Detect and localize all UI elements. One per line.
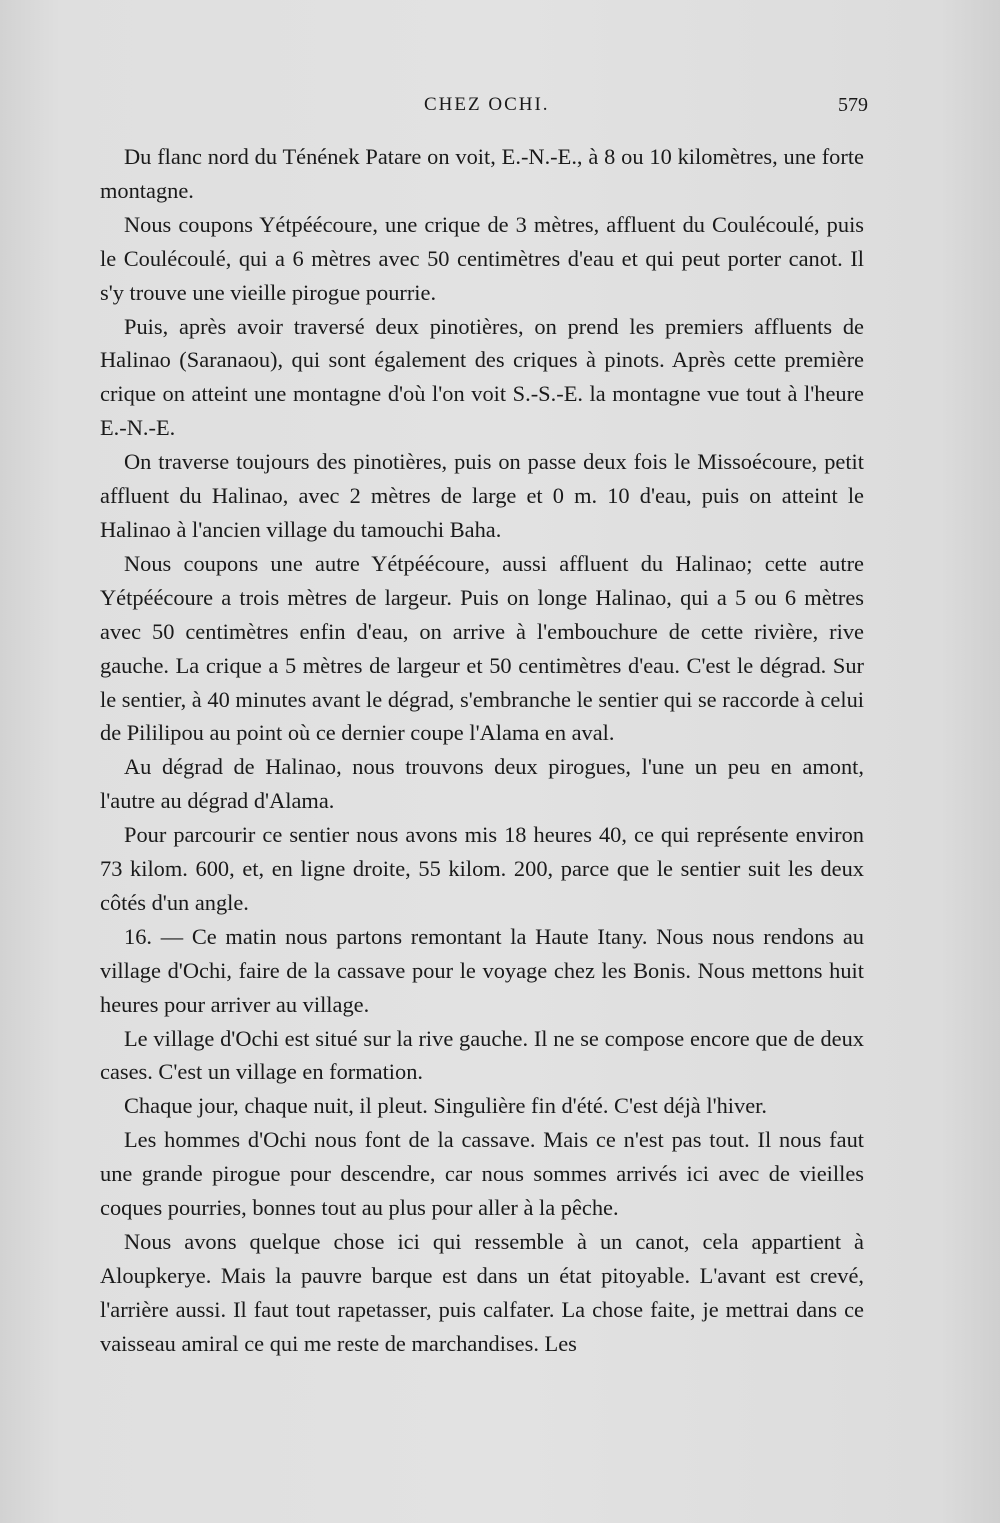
body-text — [100, 140, 864, 1361]
paragraph: On traverse toujours des pinotières, puis on passe deux fois le Missoécoure, petit affluent du Halinao, avec 2 mètres de large et 0 m. 10 d'eau, puis on atteint le Halinao à l'ancien village du tamouchi Baha. — [100, 449, 864, 542]
paragraph: Nous coupons une autre Yétpéécoure, aussi affluent du Halinao; cette autre Yétpéécoure a trois mètres de largeur. Puis on longe Halinao, qui a 5 ou 6 mètres avec 50 centimètres enfin d'eau, on arrive à l'embouchure de cette rivière, rive gauche. La crique a 5 mètres de largeur et 50 centimètres d'eau. C'est le dégrad. Sur le sentier, à 40 minutes avant le dégrad, s'embranche le sentier qui se raccorde à celui de Pililipou au point où ce dernier coupe l'Alama en aval. — [100, 550, 864, 746]
paragraph: Nous coupons Yétpéécoure, une crique de 3 mètres, affluent du Coulécoulé, puis le Coulécoulé, qui a 6 mètres avec 50 centimètres d'eau et qui peut porter canot. Il s'y trouve une vieille pirogue pourrie. — [100, 211, 864, 305]
paragraph: Pour parcourir ce sentier nous avons mis 18 heures 40, ce qui représente environ 73 kilom. 600, et, en ligne droite, 55 kilom. 200, parce que le sentier suit les deux côtés d'un angle. — [100, 822, 864, 915]
page-number: 579 — [838, 94, 868, 116]
paragraph: Les hommes d'Ochi nous font de la cassave. Mais ce n'est pas tout. Il nous faut une grande pirogue pour descendre, car nous sommes arrivés ici avec de vieilles coques pourries, bonnes tout au plus pour aller à la pêche. — [100, 1127, 864, 1221]
paragraph: Du flanc nord du Ténének Patare on voit, E.-N.-E., à 8 ou 10 kilomètres, une forte montagne. — [100, 144, 864, 203]
paragraph: 16. — Ce matin nous partons remontant la Haute Itany. Nous nous rendons au village d'Ochi, faire de la cassave pour le voyage chez les Bonis. Nous mettons huit heures pour arriver au village. — [100, 923, 864, 1017]
paragraph: Le village d'Ochi est situé sur la rive gauche. Il ne se compose encore que de deux cases. C'est un village en formation. — [100, 1025, 864, 1085]
paragraph: Chaque jour, chaque nuit, il pleut. Singulière fin d'été. C'est déjà l'hiver. — [124, 1093, 767, 1119]
page-header — [118, 94, 868, 124]
paragraph: Nous avons quelque chose ici qui ressemble à un canot, cela appartient à Aloupkerye. Mais la pauvre barque est dans un état pitoyable. L'avant est crevé, l'arrière aussi. Il faut tout rapetasser, puis calfater. La chose faite, je mettrai dans ce vaisseau amiral ce qui me reste de marchandises. Les — [100, 1229, 864, 1356]
running-title: CHEZ OCHI. — [424, 94, 550, 115]
paragraph: Au dégrad de Halinao, nous trouvons deux pirogues, l'une un peu en amont, l'autre au dégrad d'Alama. — [100, 754, 864, 814]
paragraph: Puis, après avoir traversé deux pinotières, on prend les premiers affluents de Halinao (Saranaou), qui sont également des criques à pinots. Après cette première crique on atteint une montagne d'où l'on voit S.-S.-E. la montagne vue tout à l'heure E.-N.-E. — [100, 313, 864, 441]
